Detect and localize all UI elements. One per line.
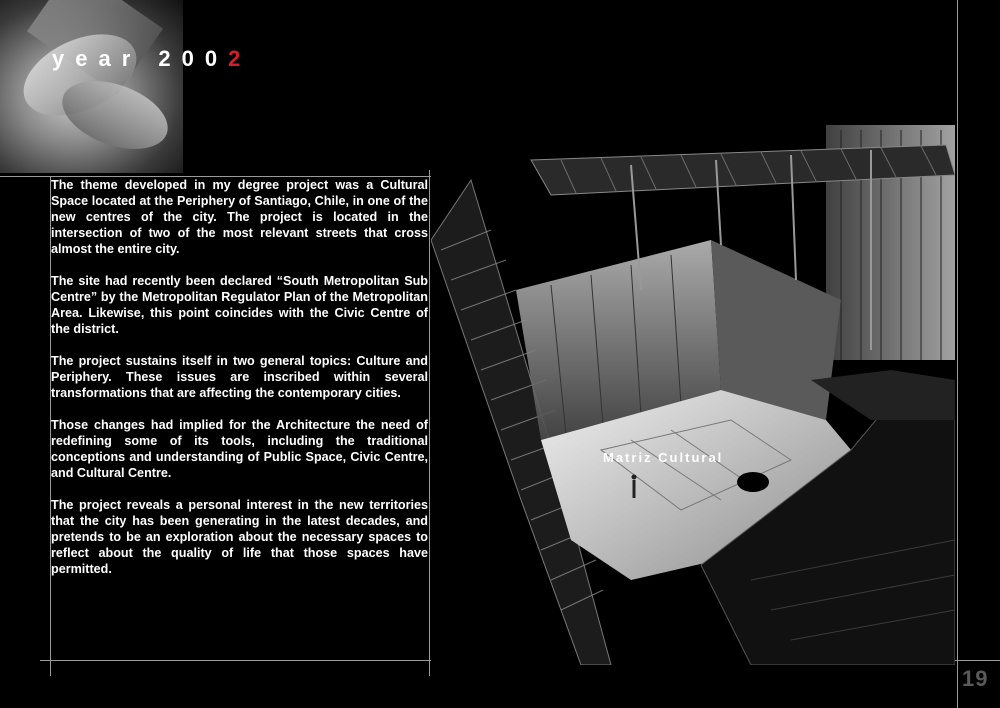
paragraph: The site had recently been declared “South Metropolitan Sub Centre” by the Metropolitan Regulator Plan of the Metropolitan Area. Likewise, this point coincides with the Civic Centre of the district. (51, 274, 428, 336)
page-number: 19 (962, 666, 989, 691)
architectural-render (431, 120, 955, 665)
page-right-rule (957, 0, 958, 708)
paragraph: The project reveals a personal interest in the new territories that the city has been generating in the latest decades, and pretends to be an exploration about the necessary spaces to reflect about the quality of life that those spaces have permitted. (51, 498, 428, 576)
year-prefix: year 200 (52, 46, 229, 71)
year-accent-digit: 2 (228, 46, 252, 71)
render-label: Matriz Cultural (603, 450, 724, 465)
paragraph: The project sustains itself in two general topics: Culture and Periphery. These issues are inscribed within several transformations that are affecting the contemporary cities. (51, 354, 428, 400)
paragraph: The theme developed in my degree project was a Cultural Space located at the Periphery of Santiago, Chile, in one of the new centres of the city. The project is located in the intersection of two of the most relevant streets that cross almost the entire city. (51, 178, 428, 256)
hands-photo (0, 0, 183, 173)
paragraph: Those changes had implied for the Architecture the need of redefining some of its tools, including the traditional conceptions and understanding of Public Space, Civic Centre, and Cultural Centre. (51, 418, 428, 480)
body-text (51, 177, 428, 593)
text-right-rule (429, 170, 430, 676)
year-heading (52, 46, 251, 72)
